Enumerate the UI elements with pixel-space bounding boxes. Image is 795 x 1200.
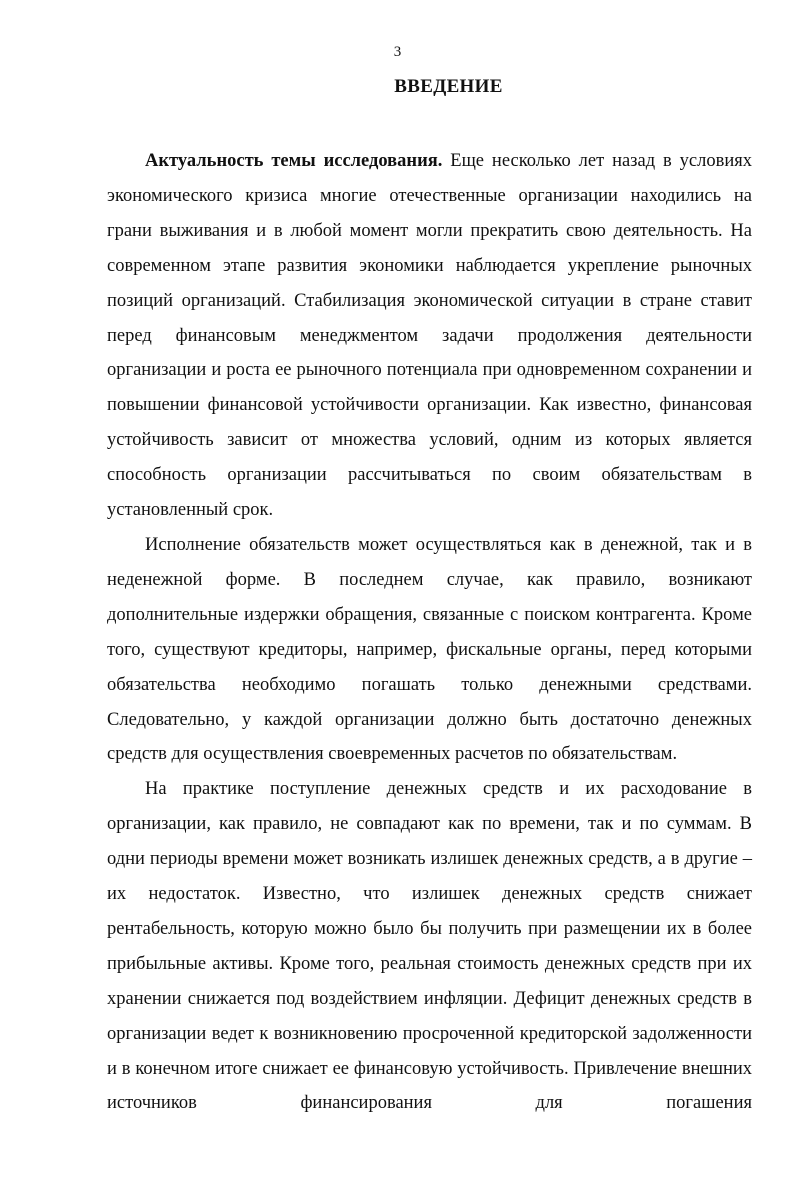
page-title: ВВЕДЕНИЕ: [394, 76, 503, 97]
paragraph-text: Еще несколько лет назад в условиях экономического кризиса многие отечественные организации находились на грани выживания и в любой момент могли прекратить свою деятельность. На современном этапе развития экономики наблюдается укрепление рыночных позиций организаций. Стабилизация экономической ситуации в стране ставит перед финансовым менеджментом задачи продолжения деятельности организации и роста ее рыночного потенциала при одновременном сохранении и повышении финансовой устойчивости организации. Как известно, финансовая устойчивость зависит от множества условий, одним из которых является способность организации рассчитываться по своим обязательствам в установленный срок.: [107, 151, 752, 521]
paragraph-text: На практике поступление денежных средств и их расходование в организации, как правило, не совпадают как по времени, так и по суммам. В одни периоды времени может возникать излишек денежных средств, а в другие – их недостаток. Известно, что излишек денежных средств снижает рентабельность, которую можно было бы получить при размещении их в более прибыльные активы. Кроме того, реальная стоимость денежных средств при их хранении снижается под воздействием инфляции. Дефицит денежных средств в организации ведет к возникновению просроченной кредиторской задолженности и в конечном итоге снижает ее финансовую устойчивость. Привлечение внешних источников финансирования для погашения: [107, 779, 752, 1114]
paragraph-lead: Актуальность темы исследования.: [145, 151, 443, 171]
paragraph-text: Исполнение обязательств может осуществляться как в денежной, так и в неденежной форме. В последнем случае, как правило, возникают дополнительные издержки обращения, связанные с поиском контрагента. Кроме того, существуют кредиторы, например, фискальные органы, перед которыми обязательства необходимо погашать только денежными средствами. Следовательно, у каждой организации должно быть достаточно денежных средств для осуществления своевременных расчетов по обязательствам.: [107, 534, 752, 765]
paragraph-practice: [107, 772, 752, 1121]
body-text: [107, 144, 752, 1121]
paragraph-obligations: [107, 528, 752, 772]
page-number: 3: [393, 44, 402, 60]
paragraph-relevance: [107, 144, 752, 528]
